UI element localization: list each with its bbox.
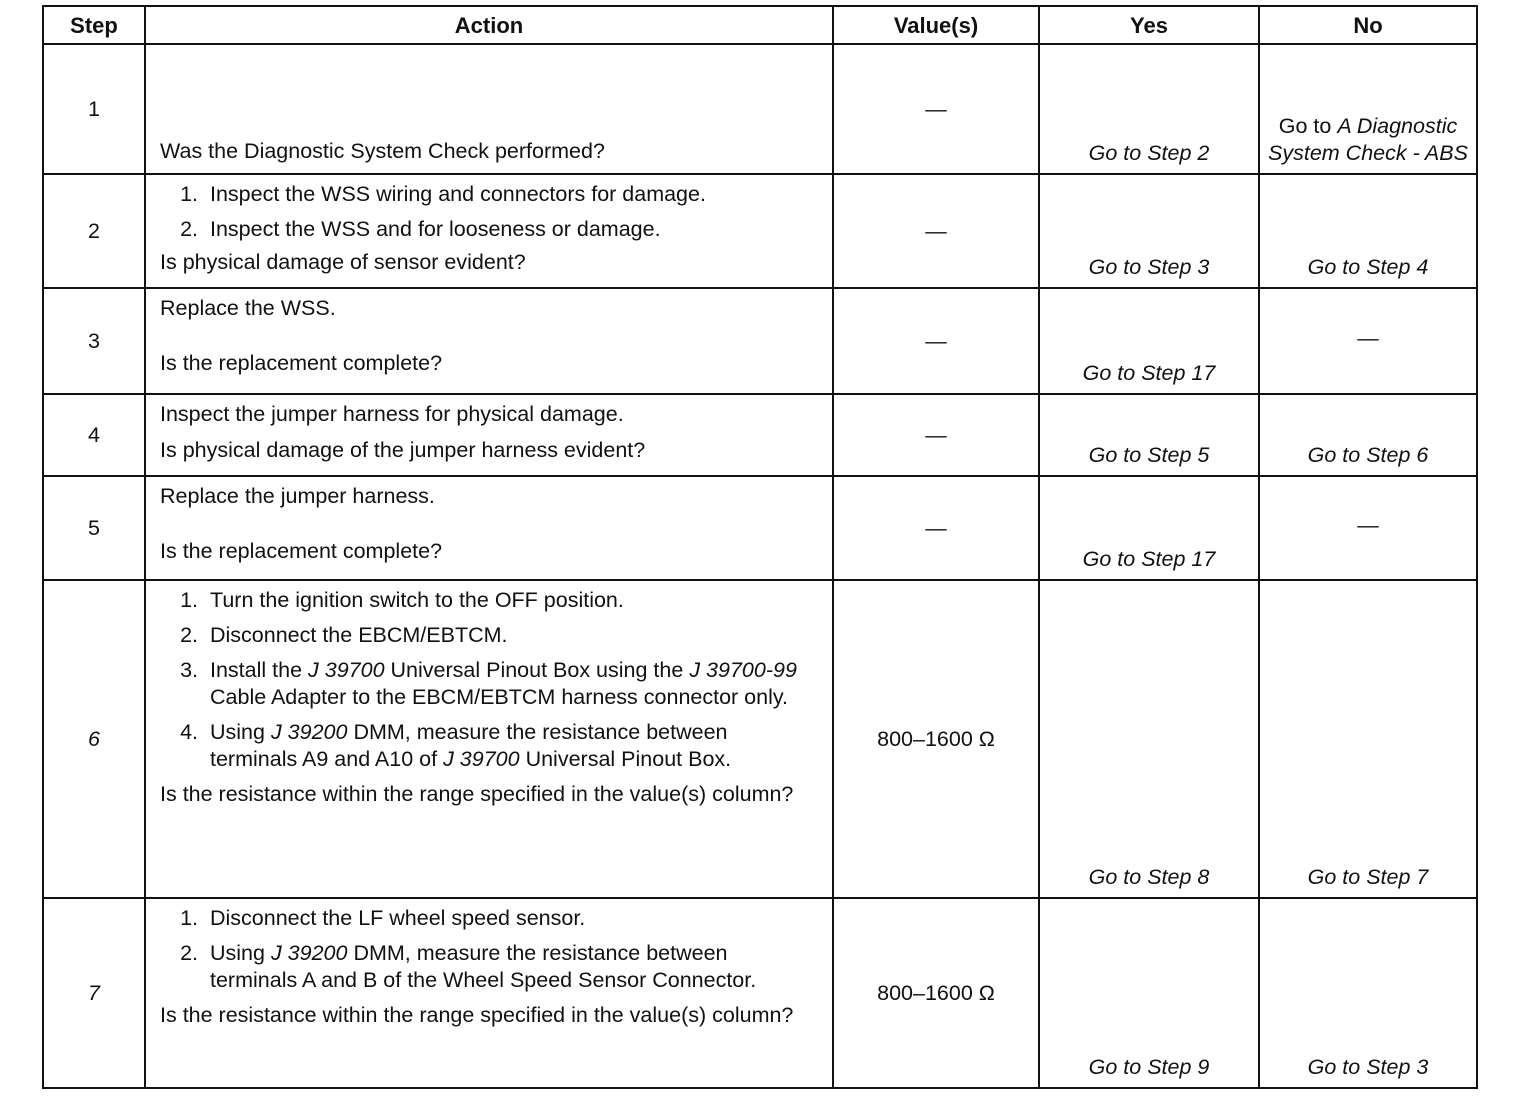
yes-cell: Go to Step 17 (1039, 288, 1259, 394)
value-cell: — (833, 394, 1039, 476)
step-number: 7 (43, 898, 145, 1088)
table-row (43, 394, 1477, 476)
action-text: Replace the jumper harness. (160, 484, 435, 508)
item-text: Universal Pinout Box using the (390, 658, 684, 682)
action-question: Is physical damage of sensor evident? (160, 250, 526, 274)
no-cell (1259, 44, 1477, 174)
action-item (204, 940, 818, 994)
header-no: No (1259, 6, 1477, 44)
value-cell: 800–1600 Ω (833, 898, 1039, 1088)
yes-cell: Go to Step 9 (1039, 898, 1259, 1088)
yes-cell: Go to Step 17 (1039, 476, 1259, 580)
item-text: Universal Pinout Box. (525, 747, 732, 771)
action-item: 2. Disconnect the EBCM/EBTCM. (204, 622, 818, 649)
item-text: Install the (210, 658, 303, 682)
action-cell (145, 44, 833, 174)
action-question: Is the resistance within the range specified in the value(s) column? (160, 782, 794, 806)
step-number: 2 (43, 174, 145, 288)
action-item: 1. Inspect the WSS wiring and connectors for damage. (204, 181, 818, 208)
yes-cell: Go to Step 2 (1039, 44, 1259, 174)
action-cell (145, 288, 833, 394)
value-cell: — (833, 476, 1039, 580)
no-cell: Go to Step 6 (1259, 394, 1477, 476)
item-text: Cable Adapter to the EBCM/EBTCM harness connector only. (210, 685, 788, 709)
step-number: 1 (43, 44, 145, 174)
value-cell: — (833, 288, 1039, 394)
step-number: 6 (43, 580, 145, 898)
action-item: 2. Inspect the WSS and for looseness or damage. (204, 216, 818, 243)
no-prefix: Go to (1278, 114, 1332, 138)
no-cell: Go to Step 7 (1259, 580, 1477, 898)
tool-ref: J 39700-99 (689, 658, 797, 682)
action-question: Was the Diagnostic System Check performed? (160, 139, 605, 163)
action-question: Is the replacement complete? (160, 351, 443, 375)
tool-ref: J 39700 (308, 658, 385, 682)
step-number: 3 (43, 288, 145, 394)
yes-cell: Go to Step 5 (1039, 394, 1259, 476)
action-cell (145, 174, 833, 288)
table-row (43, 288, 1477, 394)
action-item (204, 719, 818, 773)
item-text: Using (210, 720, 265, 744)
tool-ref: J 39200 (270, 941, 348, 965)
header-step: Step (43, 6, 145, 44)
tool-ref: J 39700 (443, 747, 520, 771)
step-number: 4 (43, 394, 145, 476)
action-item (204, 657, 818, 711)
action-text: Replace the WSS. (160, 296, 336, 320)
action-cell (145, 580, 833, 898)
no-reference: A Diagnostic System Check - ABS (1268, 114, 1468, 165)
table-row (43, 898, 1477, 1088)
header-yes: Yes (1039, 6, 1259, 44)
value-cell: 800–1600 Ω (833, 580, 1039, 898)
header-action: Action (145, 6, 833, 44)
header-values: Value(s) (833, 6, 1039, 44)
header-row (43, 6, 1477, 44)
item-text: DMM, measure the resistance between terminals A9 and A10 of (210, 720, 728, 771)
diagnostic-table (42, 5, 1478, 1089)
action-question: Is physical damage of the jumper harness evident? (160, 438, 646, 462)
action-cell (145, 394, 833, 476)
no-cell: — (1259, 288, 1477, 394)
step-number: 5 (43, 476, 145, 580)
action-text: Inspect the jumper harness for physical damage. (160, 402, 624, 426)
action-item: 1. Disconnect the LF wheel speed sensor. (204, 905, 818, 932)
no-cell: — (1259, 476, 1477, 580)
table-row (43, 580, 1477, 898)
action-question: Is the replacement complete? (160, 539, 443, 563)
action-item: 1. Turn the ignition switch to the OFF position. (204, 587, 818, 614)
table-row (43, 174, 1477, 288)
action-cell (145, 898, 833, 1088)
action-question: Is the resistance within the range specified in the value(s) column? (160, 1003, 794, 1027)
table-row (43, 44, 1477, 174)
table-row (43, 476, 1477, 580)
action-cell (145, 476, 833, 580)
no-cell: Go to Step 3 (1259, 898, 1477, 1088)
value-cell: — (833, 44, 1039, 174)
tool-ref: J 39200 (270, 720, 348, 744)
no-cell: Go to Step 4 (1259, 174, 1477, 288)
item-text: DMM, measure the resistance between terminals A and B of the Wheel Speed Sensor Connector. (210, 941, 757, 992)
value-cell: — (833, 174, 1039, 288)
item-text: Using (210, 941, 265, 965)
yes-cell: Go to Step 3 (1039, 174, 1259, 288)
yes-cell: Go to Step 8 (1039, 580, 1259, 898)
